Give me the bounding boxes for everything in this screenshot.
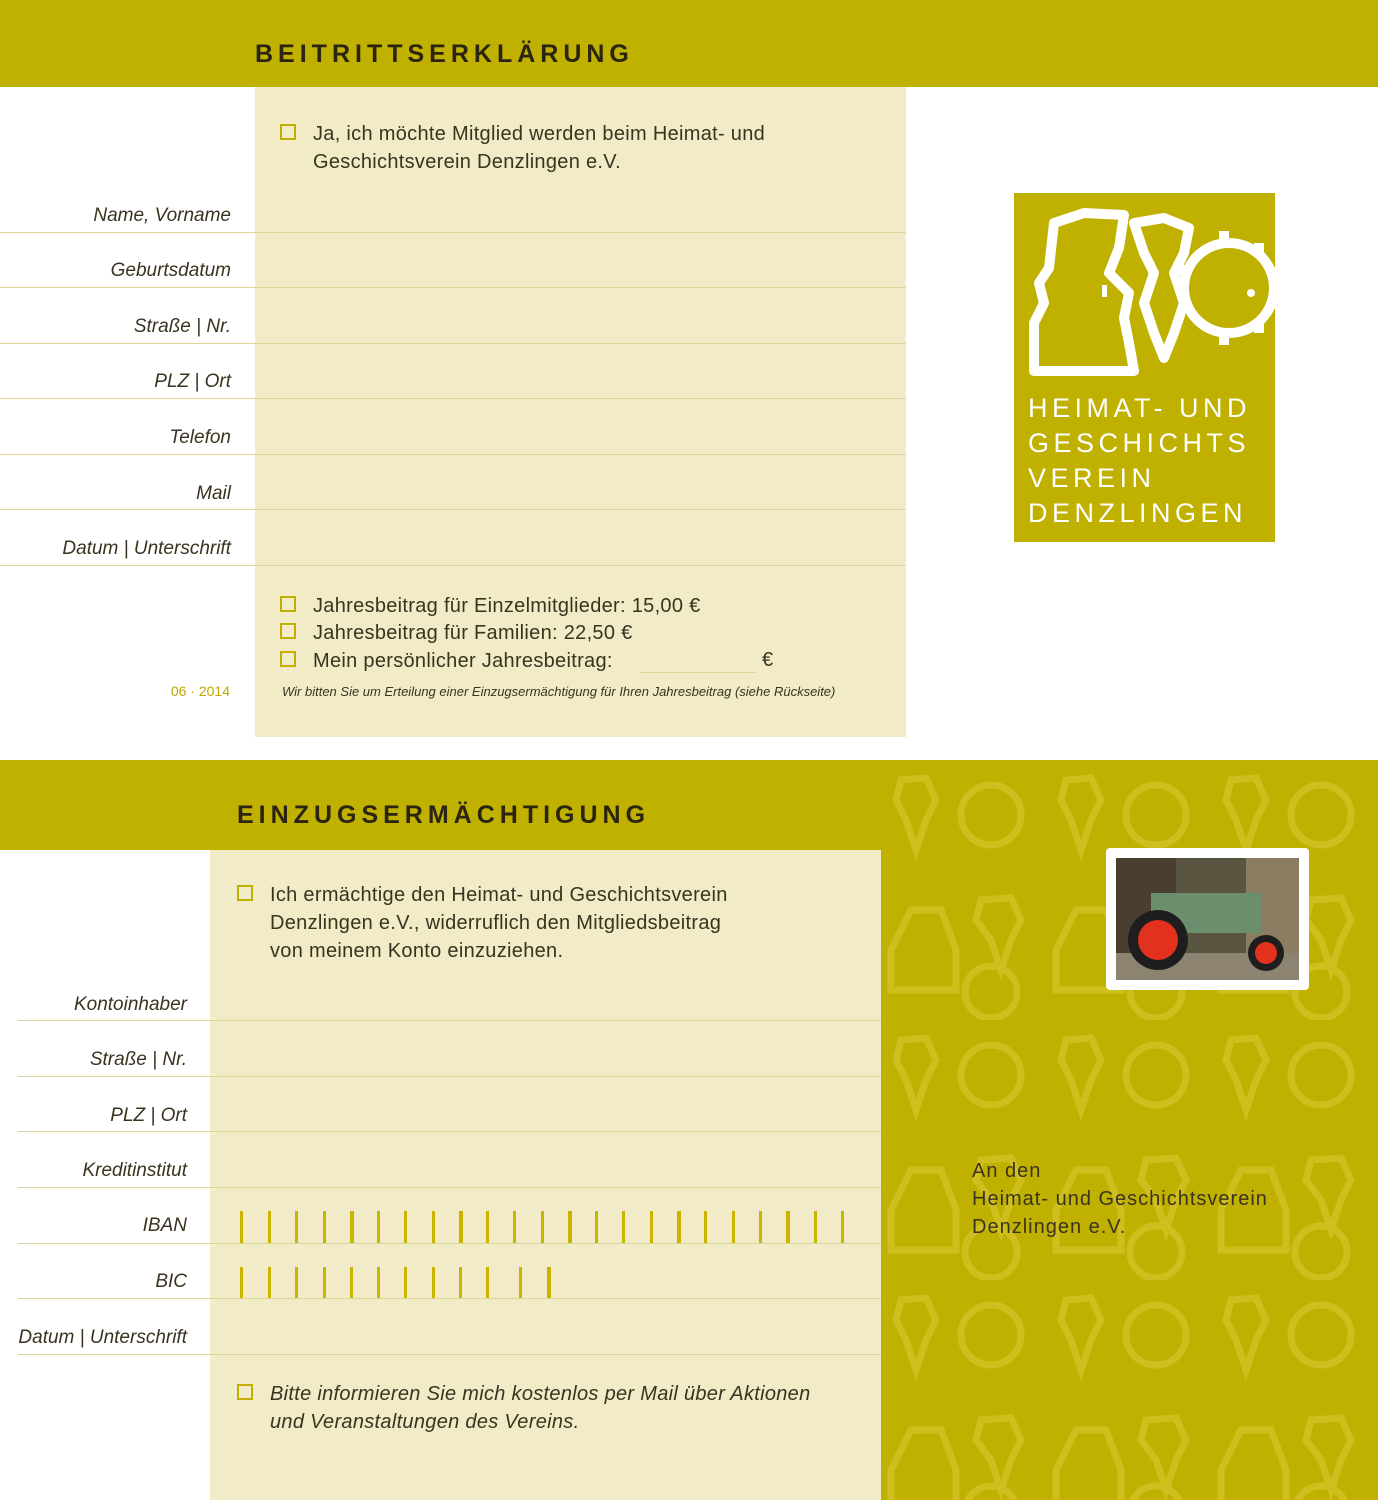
fee-option-custom[interactable] [280,647,613,675]
field-label-signature: Datum | Unterschrift [62,538,231,559]
logo-emblem-icon [1014,193,1275,383]
address-line-1: An den [972,1160,1042,1182]
tractor-icon [1116,858,1299,980]
logo-text-line-3: VEREIN [1028,463,1156,493]
field-label-phone: Telefon [169,427,231,448]
field-line-debit-city[interactable] [18,1131,881,1132]
fee-label-single: Jahresbeitrag für Einzelmitglieder: 15,00 € [313,595,701,617]
postage-stamp [1106,848,1309,990]
association-logo [1014,193,1275,542]
field-line-bic [18,1298,881,1299]
fee-label-custom: Mein persönlicher Jahresbeitrag: [313,650,613,672]
field-line-street[interactable] [0,343,906,344]
newsletter-checkbox-row[interactable] [237,1380,811,1436]
field-line-name[interactable] [0,232,906,233]
field-label-debit-street: Straße | Nr. [89,1049,187,1070]
field-line-account-holder[interactable] [18,1020,881,1021]
logo-text-line-4: DENZLINGEN [1028,498,1248,528]
authorize-checkbox-label: Ich ermächtige den Heimat- und Geschichtsverein Denzlingen e.V., widerruflich den Mitgliedsbeitrag von meinem Konto einzuziehen. [270,884,728,962]
fee-checkbox-single[interactable] [280,596,296,612]
field-label-street: Straße | Nr. [133,316,231,337]
authorize-checkbox[interactable] [237,885,253,901]
join-checkbox[interactable] [280,124,296,140]
field-line-debit-signature[interactable] [18,1354,881,1355]
address-line-3: Denzlingen e.V. [972,1216,1127,1238]
membership-title: BEITRITTSERKLÄRUNG [255,40,634,68]
custom-fee-input-line[interactable] [640,672,756,673]
logo-text-line-2: GESCHICHTS [1028,428,1251,458]
logo-text-line-1: HEIMAT- UND [1028,393,1251,423]
field-label-bic: BIC [155,1271,187,1292]
form-version: 06 · 2014 [170,683,230,699]
fee-option-single[interactable] [280,592,701,620]
field-label-mail: Mail [196,483,231,504]
field-label-debit-signature: Datum | Unterschrift [18,1327,187,1348]
field-label-account-holder: Kontoinhaber [73,994,187,1015]
join-checkbox-label: Ja, ich möchte Mitglied werden beim Heimat- und Geschichtsverein Denzlingen e.V. [313,123,766,173]
field-line-signature[interactable] [0,565,906,566]
address-line-2: Heimat- und Geschichtsverein [972,1188,1268,1210]
fee-label-family: Jahresbeitrag für Familien: 22,50 € [313,622,633,644]
custom-fee-currency: € [762,649,774,671]
newsletter-checkbox-label: Bitte informieren Sie mich kostenlos per Mail über Aktionen und Veranstaltungen des Vereins. [270,1383,811,1433]
debit-note: Wir bitten Sie um Erteilung einer Einzugsermächtigung für Ihren Jahresbeitrag (siehe Rückseite) [282,684,836,699]
field-label-iban: IBAN [142,1215,187,1236]
field-label-city: PLZ | Ort [154,371,231,392]
newsletter-checkbox[interactable] [237,1384,253,1400]
field-label-birthdate: Geburtsdatum [110,260,231,281]
field-line-birthdate[interactable] [0,287,906,288]
fee-checkbox-family[interactable] [280,623,296,639]
field-line-mail[interactable] [0,509,906,510]
fee-option-family[interactable] [280,619,633,647]
field-line-phone[interactable] [0,454,906,455]
field-label-bank: Kreditinstitut [82,1160,187,1181]
field-line-bank[interactable] [18,1187,881,1188]
field-line-debit-street[interactable] [18,1076,881,1077]
field-line-iban [18,1243,881,1244]
field-line-city[interactable] [0,398,906,399]
fee-checkbox-custom[interactable] [280,651,296,667]
field-label-name: Name, Vorname [93,205,231,226]
tractor-photo [1116,858,1299,980]
membership-header-band [0,0,1378,87]
authorize-checkbox-row[interactable] [237,881,728,965]
join-checkbox-row[interactable] [280,120,765,176]
field-label-debit-city: PLZ | Ort [110,1105,187,1126]
debit-title: EINZUGSERMÄCHTIGUNG [237,801,651,829]
